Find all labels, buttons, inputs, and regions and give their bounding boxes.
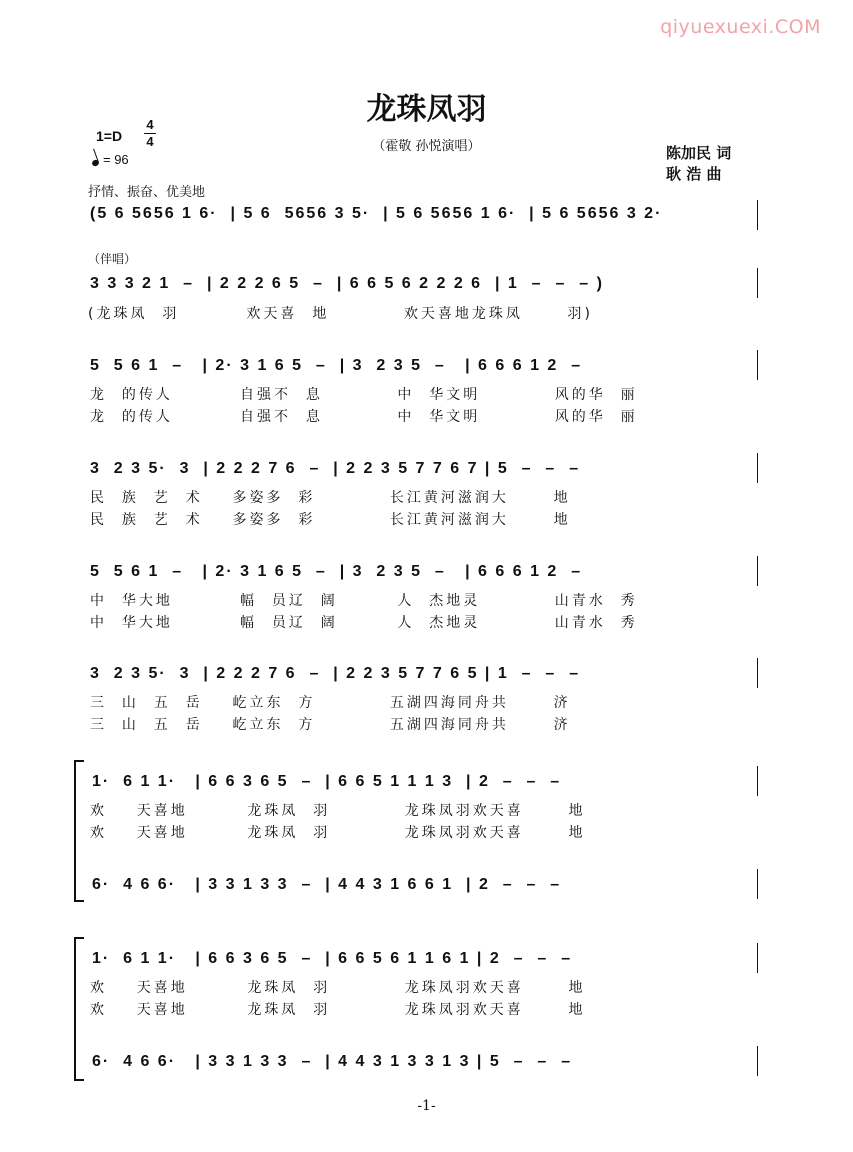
performers: （霍敬 孙悦演唱） — [372, 139, 481, 154]
choir-2-upper: 1· 6 1 1· | 6 6 3 6 5 – | 6 6 5 6 1 1 6 1 | 2 – – – — [92, 950, 573, 967]
barline — [757, 268, 758, 298]
lyrics-row-5b: 三 山 五 岳 屹立东 方 五湖四海同舟共 济 — [90, 717, 571, 733]
barline — [757, 869, 758, 899]
accompaniment-label: （伴唱） — [88, 252, 137, 266]
choir-1-lyrics-b: 欢 天喜地 龙珠凤 羽 龙珠凤羽欢天喜 地 — [90, 825, 586, 841]
score-row-2: 5 5 6 1 – | 2· 3 1 6 5 – | 3 2 3 5 – | 6 6 6 1 2 – — [90, 357, 583, 374]
site-watermark: qiyuexuexi.COM — [660, 16, 821, 38]
lyrics-row-2b: 龙 的传人 自强不 息 中 华文明 风的华 丽 — [90, 409, 638, 425]
page-number: -1- — [417, 1098, 436, 1114]
barline — [757, 766, 758, 796]
lyricist: 陈加民 词 — [666, 144, 732, 162]
time-bottom: 4 — [146, 134, 154, 149]
lyrics-row-1: (龙珠凤 羽 欢天喜 地 欢天喜地龙珠凤 羽) — [88, 306, 593, 322]
lyrics-row-3b: 民 族 艺 术 多姿多 彩 长江黄河滋润大 地 — [90, 512, 571, 528]
song-title: 龙珠凤羽 — [366, 92, 487, 127]
score-row-3: 3 2 3 5· 3 | 2 2 2 7 6 – | 2 2 3 5 7 7 6 7 | 5 – – – — [90, 460, 581, 477]
credits — [666, 143, 731, 185]
barline — [757, 200, 758, 230]
barline — [757, 658, 758, 688]
system-bracket — [74, 937, 80, 1081]
time-signature — [144, 118, 156, 149]
system-bracket — [74, 760, 80, 902]
score-row-intro: (5 6 5656 1 6· | 5 6 5656 3 5· | 5 6 5656 1 6· | 5 6 5656 3 2· — [90, 205, 663, 222]
choir-2-lyrics-b: 欢 天喜地 龙珠凤 羽 龙珠凤羽欢天喜 地 — [90, 1002, 586, 1018]
lyrics-row-3a: 民 族 艺 术 多姿多 彩 长江黄河滋润大 地 — [90, 490, 571, 506]
choir-2-lyrics-a: 欢 天喜地 龙珠凤 羽 龙珠凤羽欢天喜 地 — [90, 980, 586, 996]
lyrics-row-4a: 中 华大地 幅 员辽 阔 人 杰地灵 山青水 秀 — [90, 593, 638, 609]
lyrics-row-5a: 三 山 五 岳 屹立东 方 五湖四海同舟共 济 — [90, 695, 571, 711]
tempo-marking: = 96 — [92, 152, 129, 167]
lyrics-row-2a: 龙 的传人 自强不 息 中 华文明 风的华 丽 — [90, 387, 638, 403]
score-row-4: 5 5 6 1 – | 2· 3 1 6 5 – | 3 2 3 5 – | 6 6 6 1 2 – — [90, 563, 583, 580]
score-row-5: 3 2 3 5· 3 | 2 2 2 7 6 – | 2 2 3 5 7 7 6 5 | 1 – – – — [90, 665, 581, 682]
composer: 耿 浩 曲 — [666, 165, 722, 183]
expression-mark: 抒情、振奋、优美地 — [88, 185, 206, 200]
choir-1-lower: 6· 4 6 6· | 3 3 1 3 3 – | 4 4 3 1 6 6 1 | 2 – – – — [92, 876, 562, 893]
time-top: 4 — [146, 117, 154, 132]
lyrics-row-4b: 中 华大地 幅 员辽 阔 人 杰地灵 山青水 秀 — [90, 615, 638, 631]
key-signature: 1=D — [96, 128, 123, 144]
barline — [757, 943, 758, 973]
choir-1-lyrics-a: 欢 天喜地 龙珠凤 羽 龙珠凤羽欢天喜 地 — [90, 803, 586, 819]
score-row-1: 3 3 3 2 1 – | 2 2 2 6 5 – | 6 6 5 6 2 2 2 6 | 1 – – – ) — [90, 275, 604, 292]
barline — [757, 556, 758, 586]
barline — [757, 1046, 758, 1076]
barline — [757, 453, 758, 483]
choir-2-lower: 6· 4 6 6· | 3 3 1 3 3 – | 4 4 3 1 3 3 1 3 | 5 – – – — [92, 1053, 573, 1070]
barline — [757, 350, 758, 380]
quarter-note-icon — [91, 159, 100, 167]
choir-1-upper: 1· 6 1 1· | 6 6 3 6 5 – | 6 6 5 1 1 1 3 | 2 – – – — [92, 773, 562, 790]
